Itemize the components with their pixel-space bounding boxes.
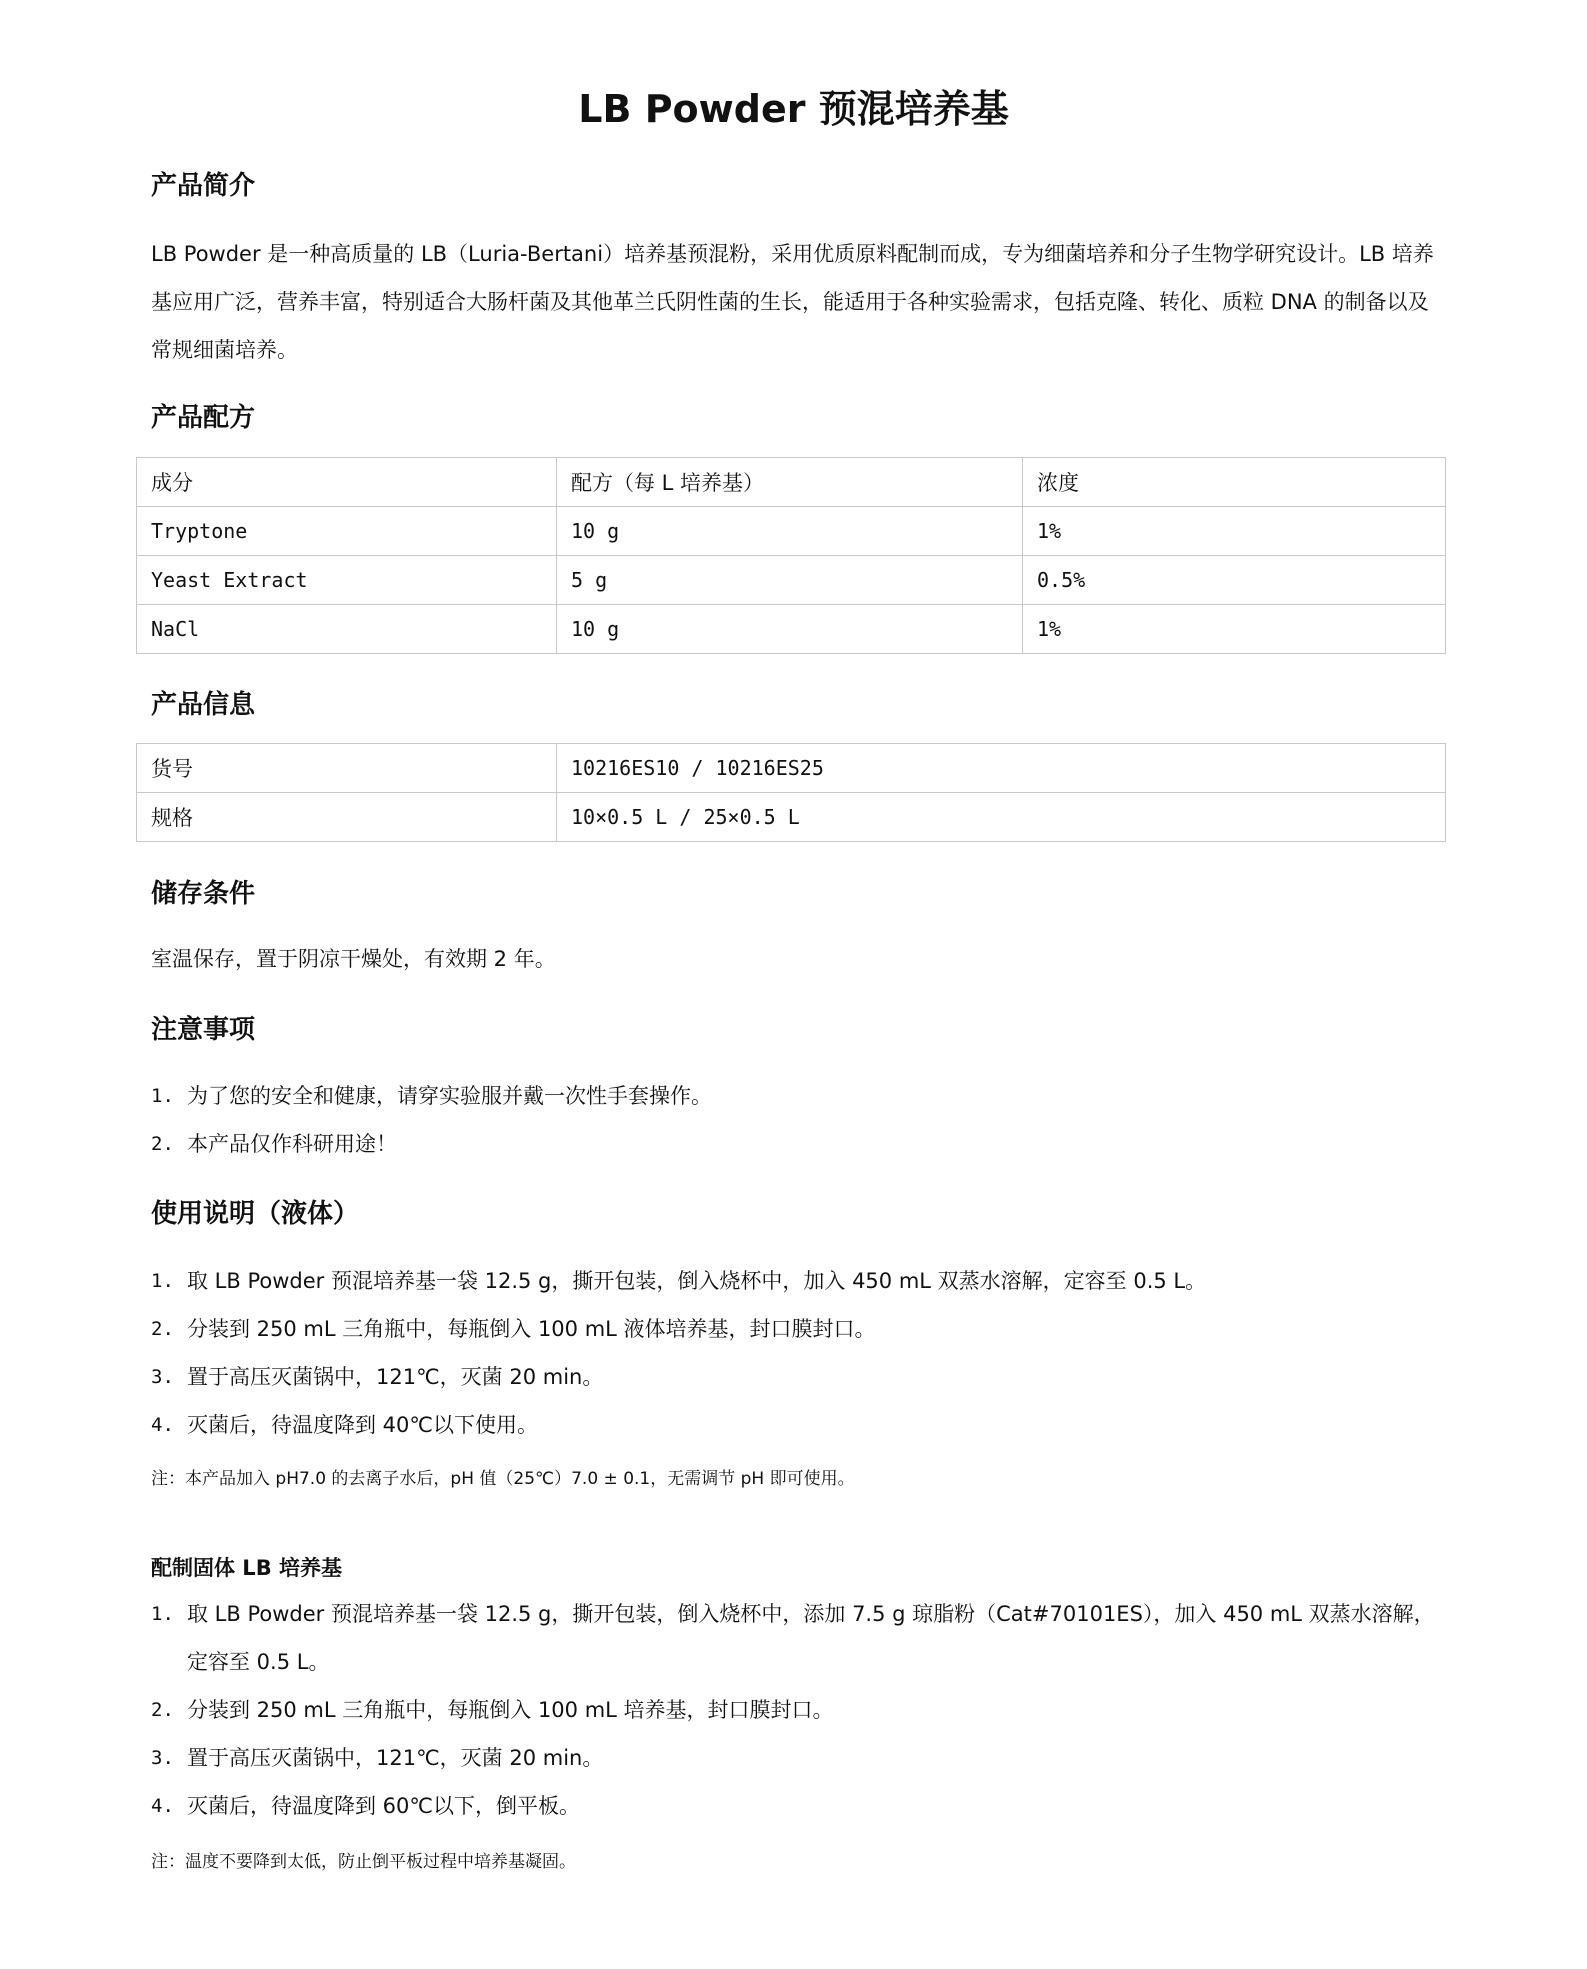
table-cell: 1% (1023, 507, 1446, 556)
formula-header-ingredient: 成分 (137, 458, 557, 507)
table-row (137, 556, 1446, 605)
table-row (137, 793, 1446, 842)
liquid-note: 注：本产品加入 pH7.0 的去离子水后，pH 值（25℃）7.0 ± 0.1，无需调节 pH 即可使用。 (151, 1469, 855, 1489)
list-item-text: 灭菌后，待温度降到 60℃以下，倒平板。 (187, 1794, 580, 1818)
list-item-number: 4. (151, 1414, 174, 1436)
list-item-number: 2. (151, 1699, 174, 1721)
list-item-number: 2. (151, 1318, 174, 1340)
list-item-text: 为了您的安全和健康，请穿实验服并戴一次性手套操作。 (187, 1084, 712, 1108)
intro-heading: 产品简介 (151, 171, 256, 201)
list-item-text: 置于高压灭菌锅中，121℃，灭菌 20 min。 (187, 1365, 604, 1389)
list-item-number: 3. (151, 1747, 174, 1769)
list-item-text: 灭菌后，待温度降到 40℃以下使用。 (187, 1413, 538, 1437)
info-value-spec: 10×0.5 L / 25×0.5 L (557, 793, 1446, 842)
list-item (151, 1072, 1441, 1120)
list-item-number: 1. (151, 1603, 174, 1625)
intro-paragraph: LB Powder 是一种高质量的 LB（Luria-Bertani）培养基预混粉，采用优质原料配制而成，专为细菌培养和分子生物学研究设计。LB 培养基应用广泛，营养丰富，特别适合大肠杆菌及其他革兰氏阴性菌的生长，能适用于各种实验需求，包括克隆、转化、质粒 DNA 的制备以及常规细菌培养。 (151, 242, 1434, 362)
liquid-steps-list (151, 1257, 1441, 1449)
table-cell: 5 g (557, 556, 1023, 605)
list-item (151, 1686, 1441, 1734)
list-item (151, 1782, 1441, 1830)
list-item (151, 1401, 1441, 1449)
list-item-text: 分装到 250 mL 三角瓶中，每瓶倒入 100 mL 液体培养基，封口膜封口。 (187, 1317, 876, 1341)
list-item-number: 1. (151, 1085, 174, 1107)
table-cell: 10 g (557, 507, 1023, 556)
storage-paragraph: 室温保存，置于阴凉干燥处，有效期 2 年。 (151, 947, 556, 971)
info-label-item-number: 货号 (137, 744, 557, 793)
solid-steps-list (151, 1590, 1441, 1830)
list-item-text: 置于高压灭菌锅中，121℃，灭菌 20 min。 (187, 1746, 604, 1770)
list-item-text: 取 LB Powder 预混培养基一袋 12.5 g，撕开包装，倒入烧杯中，加入 450 mL 双蒸水溶解，定容至 0.5 L。 (187, 1269, 1207, 1293)
list-item (151, 1353, 1441, 1401)
table-cell: 1% (1023, 605, 1446, 654)
list-item-text: 本产品仅作科研用途！ (187, 1132, 397, 1156)
list-item (151, 1734, 1441, 1782)
table-cell: Yeast Extract (137, 556, 557, 605)
document-title: LB Powder 预混培养基 (578, 87, 1009, 131)
table-cell: NaCl (137, 605, 557, 654)
list-item-number: 1. (151, 1270, 174, 1292)
notes-list (151, 1072, 1441, 1168)
list-item (151, 1590, 1441, 1686)
list-item-number: 3. (151, 1366, 174, 1388)
info-label-spec: 规格 (137, 793, 557, 842)
list-item-number: 2. (151, 1133, 174, 1155)
table-row (137, 744, 1446, 793)
formula-table (136, 457, 1446, 654)
list-item (151, 1305, 1441, 1353)
list-item-number: 4. (151, 1795, 174, 1817)
formula-heading: 产品配方 (151, 403, 256, 433)
storage-heading: 储存条件 (151, 879, 256, 909)
list-item-text: 取 LB Powder 预混培养基一袋 12.5 g，撕开包装，倒入烧杯中，添加 7.5 g 琼脂粉（Cat#70101ES），加入 450 mL 双蒸水溶解，定容至 0.5 L。 (187, 1602, 1435, 1674)
table-row (137, 605, 1446, 654)
table-cell: Tryptone (137, 507, 557, 556)
solid-note: 注：温度不要降到太低，防止倒平板过程中培养基凝固。 (151, 1852, 576, 1872)
info-value-item-number: 10216ES10 / 10216ES25 (557, 744, 1446, 793)
formula-table-header-row (137, 458, 1446, 507)
solid-heading: 配制固体 LB 培养基 (151, 1556, 343, 1580)
formula-header-concentration: 浓度 (1023, 458, 1446, 507)
liquid-heading: 使用说明（液体） (151, 1199, 360, 1229)
info-table (136, 743, 1446, 842)
table-cell: 0.5% (1023, 556, 1446, 605)
table-cell: 10 g (557, 605, 1023, 654)
list-item (151, 1120, 1441, 1168)
formula-header-amount: 配方（每 L 培养基） (557, 458, 1023, 507)
notes-heading: 注意事项 (151, 1015, 256, 1045)
table-row (137, 507, 1446, 556)
list-item (151, 1257, 1441, 1305)
info-heading: 产品信息 (151, 690, 256, 720)
list-item-text: 分装到 250 mL 三角瓶中，每瓶倒入 100 mL 培养基，封口膜封口。 (187, 1698, 834, 1722)
